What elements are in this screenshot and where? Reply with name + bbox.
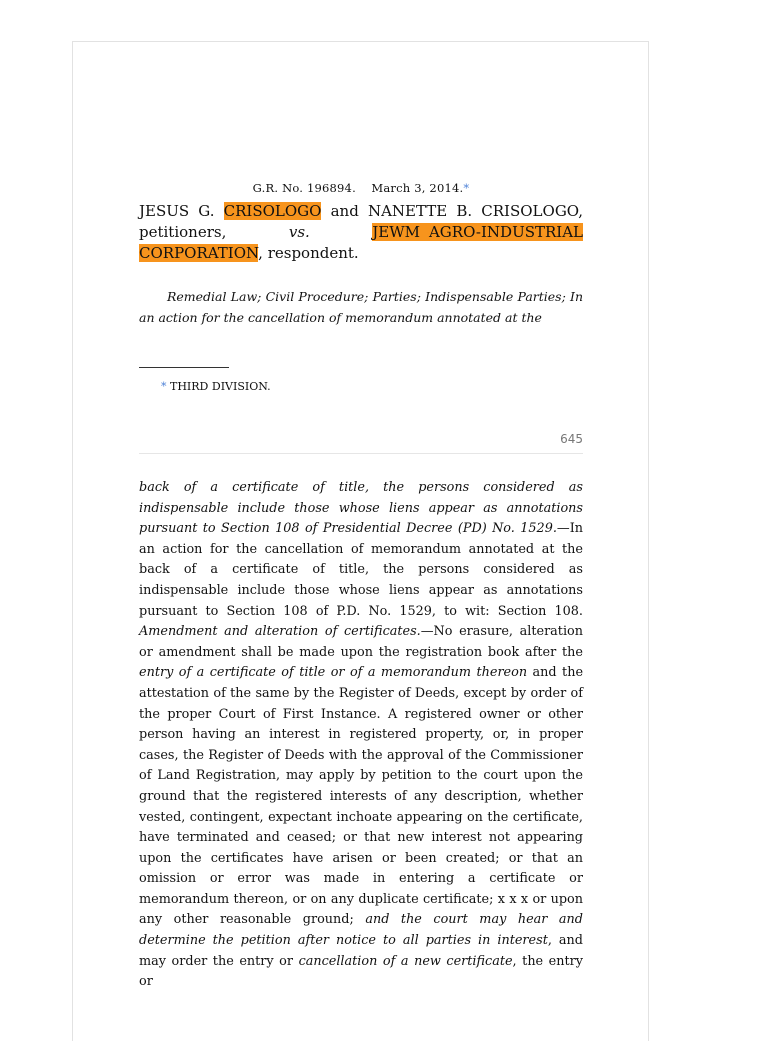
body-text-8: , and may order the entry or xyxy=(139,933,583,969)
highlight-respondent: JEWM AGRO-INDUSTRIAL CORPORATION xyxy=(139,223,583,262)
syllabus-paragraph: Remedial Law; Civil Procedure; Parties; Indispensable Parties; In an action for the cancellation of memorandum annotated at the xyxy=(139,289,583,325)
versus-text: vs. xyxy=(288,223,310,241)
body-text-4: —No erasure, alteration or amendment shall be made upon the registration book after the xyxy=(139,624,583,660)
body-paragraph xyxy=(139,478,583,993)
petitioner-name: JESUS G. xyxy=(139,202,215,220)
footnote-divider xyxy=(139,367,229,368)
body-italic-3: Amendment and alteration of certificates. xyxy=(139,624,421,640)
body-italic-9: cancellation of a new certificate xyxy=(298,953,513,969)
highlight-crisologo: CRISOLOGO xyxy=(223,202,322,220)
body-italic-5: entry of a certificate of title or of a memorandum thereon xyxy=(139,665,528,681)
footnote xyxy=(139,380,605,393)
document-page xyxy=(72,41,649,1041)
page-number: 645 xyxy=(560,432,583,446)
body-text-6: and the attestation of the same by the Register of Deeds, except by order of the proper Court of First Instance. A registered owner or other person having an interest in registered property, or, in proper cases, the Register of Deeds with the approval of the Commissioner of Land Registration, may apply by petition to the court upon the ground that the registered interests of any description, whether vested, contingent, expectant inchoate appearing on the certificate, have terminated and ceased; or that new interest not appearing upon the certificates have arisen or been created; or that an omission or error was made in entering a certificate or memorandum thereon, or on any duplicate certificate; x x x or upon any other reasonable ground; xyxy=(139,665,584,928)
respondent-text: , respondent. xyxy=(258,244,359,262)
case-parties xyxy=(139,201,583,264)
body-text-10: , the entry or xyxy=(139,953,583,990)
page-divider xyxy=(139,453,583,454)
footnote-ref-link[interactable]: * xyxy=(463,181,470,195)
body-italic-7: and the court may hear and determine the petition after notice to all parties in interest xyxy=(139,912,583,949)
footnote-marker[interactable]: * xyxy=(161,380,167,393)
body-italic-1: back of a certificate of title, the persons considered as indispensable include those whose liens appear as annotations pursuant to Section 108 of Presidential Decree (PD) No. 1529. xyxy=(139,480,583,537)
case-date: March 3, 2014. xyxy=(371,181,464,195)
case-number-line xyxy=(139,181,583,195)
gr-number: G.R. No. 196894. xyxy=(252,181,356,195)
body-text-2: —In an action for the cancellation of memorandum annotated at the back of a certificate of title, the persons considered as indispensable include those whose liens appear as annotations pursuant to Section 108 of P.D. No. 1529, to wit: Section 108. xyxy=(139,521,583,619)
petitioners-text: and NANETTE B. CRISOLOGO, petitioners, xyxy=(139,202,583,241)
footnote-text: THIRD DIVISION. xyxy=(170,380,271,393)
